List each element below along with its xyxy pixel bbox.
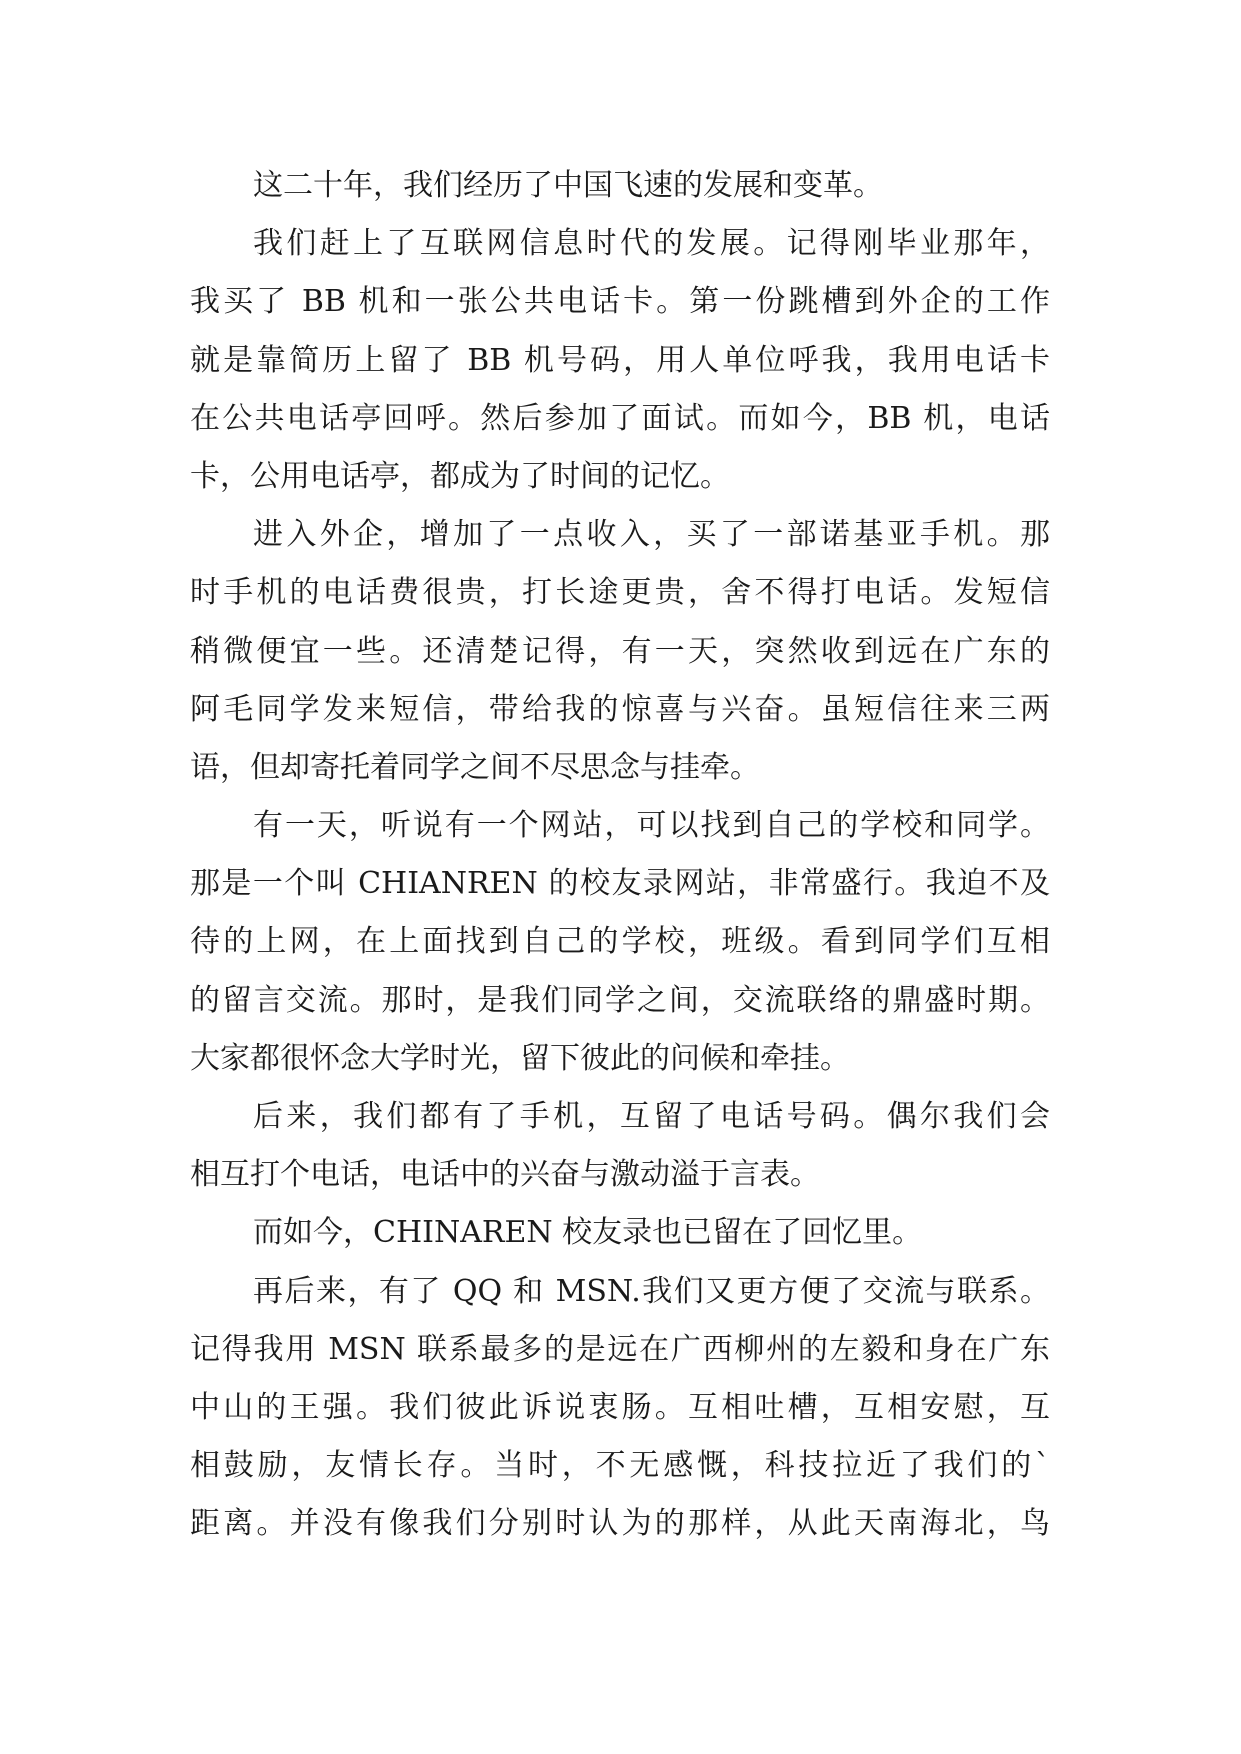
text-line: 再后来，有了 QQ 和 MSN.我们又更方便了交流与联系。 [253, 1273, 1050, 1309]
text-line: 的留言交流。那时，是我们同学之间，交流联络的鼎盛时期。 [190, 982, 1050, 1018]
text-line: 记得我用 MSN 联系最多的是远在广西柳州的左毅和身在广东 [190, 1331, 1050, 1367]
text-line: 而如今，CHINAREN 校友录也已留在了回忆里。 [253, 1215, 923, 1251]
text-line: 中山的王强。我们彼此诉说衷肠。互相吐槽，互相安慰，互 [190, 1389, 1050, 1425]
text-line: 就是靠简历上留了 BB 机号码，用人单位呼我，我用电话卡 [190, 342, 1050, 378]
text-line: 后来，我们都有了手机，互留了电话号码。偶尔我们会 [253, 1099, 1050, 1134]
text-line: 在公共电话亭回呼。然后参加了面试。而如今，BB 机，电话 [190, 400, 1050, 436]
text-line: 相鼓励，友情长存。当时，不无感慨，科技拉近了我们的` [190, 1448, 1050, 1484]
text-line: 时手机的电话费很贵，打长途更贵，舍不得打电话。发短信 [190, 575, 1050, 611]
text-line: 那是一个叫 CHIANREN 的校友录网站，非常盛行。我迫不及 [190, 866, 1050, 902]
text-line: 大家都很怀念大学时光，留下彼此的问候和牵挂。 [190, 1040, 850, 1076]
text-line: 进入外企，增加了一点收入，买了一部诺基亚手机。那 [253, 517, 1050, 553]
text-line: 我们赶上了互联网信息时代的发展。记得刚毕业那年， [253, 226, 1050, 262]
text-line: 距离。并没有像我们分别时认为的那样，从此天南海北，鸟 [190, 1506, 1050, 1542]
text-line: 这二十年，我们经历了中国飞速的发展和变革。 [253, 168, 883, 203]
document-body [190, 157, 1050, 1554]
text-line: 有一天，听说有一个网站，可以找到自己的学校和同学。 [253, 808, 1050, 844]
text-line: 语，但却寄托着同学之间不尽思念与挂牵。 [190, 749, 760, 785]
text-line: 相互打个电话，电话中的兴奋与激动溢于言表。 [190, 1157, 820, 1193]
text-line: 我买了 BB 机和一张公共电话卡。第一份跳槽到外企的工作 [190, 284, 1050, 320]
text-line: 待的上网，在上面找到自己的学校，班级。看到同学们互相 [190, 924, 1050, 960]
text-line: 卡，公用电话亭，都成为了时间的记忆。 [190, 458, 730, 494]
text-line: 稍微便宜一些。还清楚记得，有一天，突然收到远在广东的 [190, 633, 1050, 669]
text-line: 阿毛同学发来短信，带给我的惊喜与兴奋。虽短信往来三两 [190, 691, 1050, 727]
